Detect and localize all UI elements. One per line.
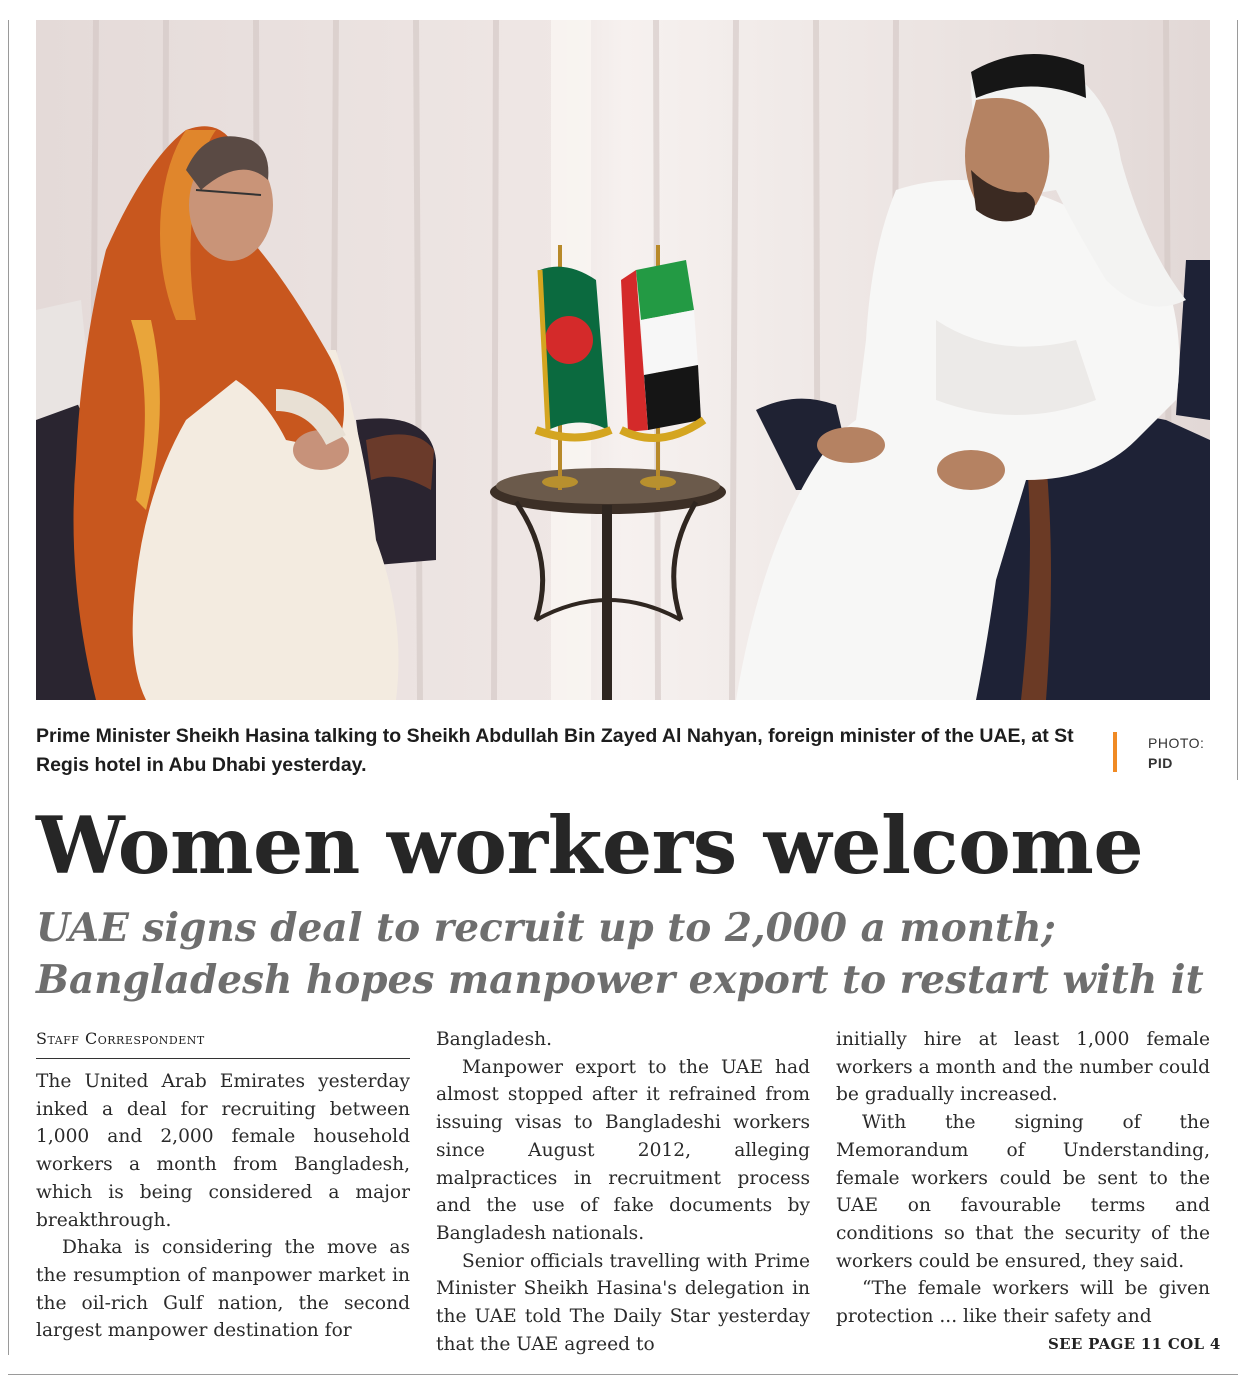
photo-credit (1148, 733, 1204, 773)
page-rule-left (8, 20, 9, 1355)
paragraph: Senior officials travelling with Prime Minister Sheikh Hasina's delegation in the UAE told The Daily Star yesterday that the UAE agreed to (436, 1250, 810, 1355)
headline: Women workers welcome (36, 799, 1144, 892)
paragraph: The United Arab Emirates yesterday inked a deal for recruiting between 1,000 and 2,000 female household workers a month from Bangladesh, which is being considered a major breakthrough. (36, 1071, 410, 1231)
page-rule-bottom (8, 1374, 1238, 1375)
article-column-3 (836, 1026, 1210, 1331)
jump-line[interactable]: SEE PAGE 11 COL 4 (1048, 1335, 1221, 1353)
paragraph: Manpower export to the UAE had almost stopped after it refrained from issuing visas to Bangladeshi workers since August 2012, alleging malpractices in recruitment process and the use of fake documents by Bangladesh nationals. (436, 1056, 810, 1244)
paragraph: “The female workers will be given protection ... like their safety and (836, 1278, 1210, 1328)
article-column-1 (36, 1026, 410, 1345)
credit-accent-bar (1113, 732, 1117, 772)
meeting-photo (36, 20, 1210, 700)
page-rule-right (1237, 20, 1238, 780)
paragraph: Bangladesh. (436, 1029, 552, 1050)
credit-label: PHOTO: (1148, 735, 1205, 751)
byline: Staff Correspondent (36, 1026, 410, 1059)
photo-caption: Prime Minister Sheikh Hasina talking to Sheikh Abdullah Bin Zayed Al Nahyan, foreign minister of the UAE, at St Regis hotel in Abu Dhabi yesterday. (36, 725, 1074, 776)
paragraph: With the signing of the Memorandum of Understanding, female workers could be sent to the UAE on favourable terms and conditions so that the security of the workers could be ensured, they said. (836, 1112, 1210, 1272)
paragraph: Dhaka is considering the move as the resumption of manpower market in the oil-rich Gulf nation, the second largest manpower destination for (36, 1237, 410, 1342)
article-column-2 (436, 1026, 810, 1358)
paragraph: initially hire at least 1,000 female workers a month and the number could be gradually increased. (836, 1029, 1210, 1106)
credit-source: PID (1148, 755, 1173, 771)
subheadline: UAE signs deal to recruit up to 2,000 a month; Bangladesh hopes manpower export to restart with it (36, 905, 1204, 1003)
